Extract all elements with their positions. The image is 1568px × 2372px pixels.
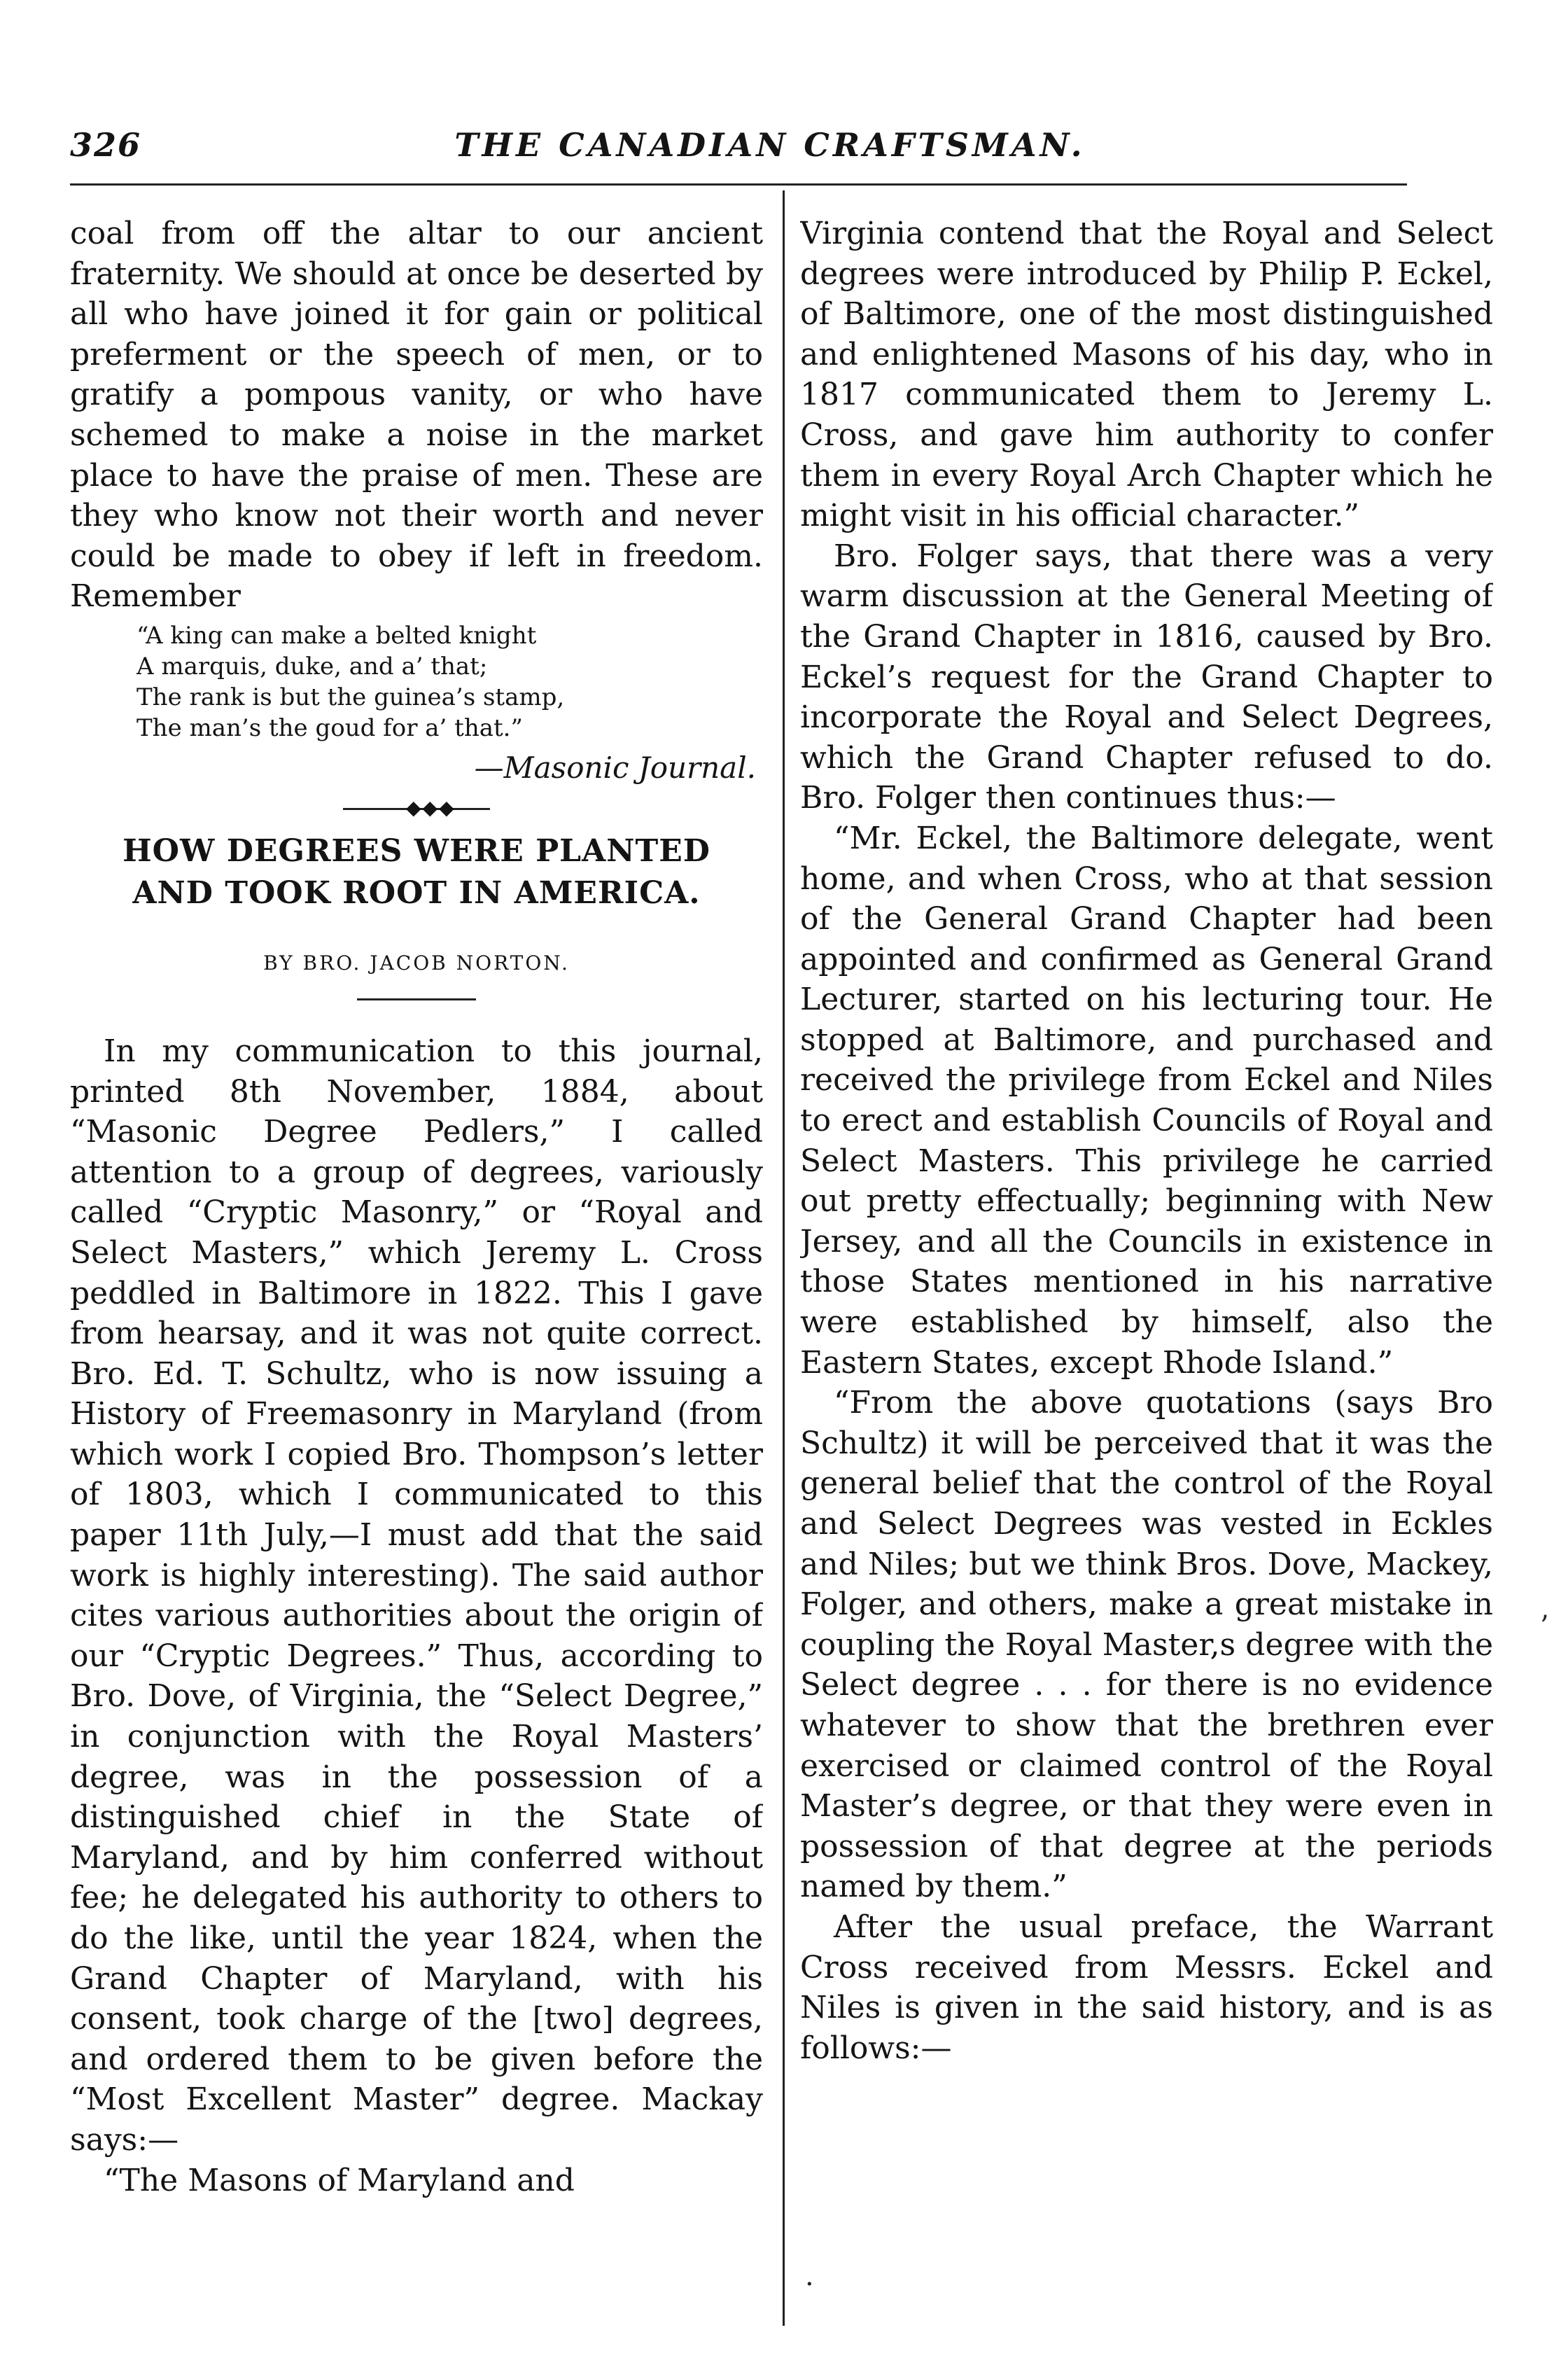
column-divider	[783, 190, 785, 2326]
article-paragraph: After the usual preface, the Warrant Cross received from Messrs. Eckel and Niles is given in the said history, and is as follows:—	[800, 1909, 1493, 2066]
article-paragraph: Virginia contend that the Royal and Select degrees were introduced by Philip P. Eckel, of Baltimore, one of the most distinguished and enlightened Masons of his day, who in 1817 communicated them to Jeremy L. Cross, and gave him authority to confer them in every Royal Arch Chapter which he might visit in his official character.”	[800, 216, 1493, 534]
right-column	[800, 214, 1493, 2314]
article-title	[70, 830, 763, 914]
running-title: THE CANADIAN CRAFTSMAN.	[454, 126, 1086, 164]
poem-attribution: —Masonic Journal.	[474, 750, 756, 785]
page-header	[70, 126, 1470, 175]
poem-line: The rank is but the guinea’s stamp,	[136, 683, 565, 711]
section-ornament	[70, 795, 763, 823]
article-title-line-1: HOW DEGREES WERE PLANTED	[122, 832, 710, 869]
header-rule	[70, 183, 1407, 186]
margin-speck: ’	[1540, 1610, 1549, 1642]
article-title-line-2: AND TOOK ROOT IN AMERICA.	[132, 874, 701, 911]
ornament-diamonds: ◆◆◆	[406, 795, 456, 819]
page-number: 326	[70, 126, 142, 164]
byline-rule	[357, 998, 476, 1000]
article-paragraph: “The Masons of Maryland and	[104, 2162, 575, 2198]
intro-paragraph: coal from off the altar to our ancient fraternity. We should at once be deserted by all who have joined it for gain or political preferment or the speech of men, or to gratify a pompous vanity, or who have schemed to make a noise in the market place to have the praise of men. These are they who know not their worth and never could be made to obey if left in freedom. Remember	[70, 216, 763, 615]
poem-line: “A king can make a belted knight	[136, 621, 537, 650]
article-byline: BY BRO. JACOB NORTON.	[263, 951, 570, 975]
margin-speck: ·	[805, 2268, 814, 2301]
article-paragraph: “From the above quotations (says Bro Schultz) it will be perceived that it was the general belief that the control of the Royal and Select Degrees was vested in Eckles and Niles; but we think Bros. Dove, Mackey, Folger, and others, make a great mistake in coupling the Royal Master,s degree with the Select degree . . . for there is no evidence whatever to show that the brethren ever exercised or claimed control of the Royal Master’s degree, or that they were even in possession of that degree at the periods named by them.”	[800, 1385, 1493, 1905]
poem-line: The man’s the goud for a’ that.”	[136, 713, 523, 742]
poem-line: A marquis, duke, and a’ that;	[136, 652, 488, 681]
article-paragraph: “Mr. Eckel, the Baltimore delegate, went home, and when Cross, who at that session of the General Grand Chapter had been appointed and confirmed as General Grand Lecturer, started on his lecturing tour. He stopped at Baltimore, and purchased and received the privilege from Eckel and Niles to erect and establish Councils of Royal and Select Masters. This privilege he carried out pretty effectually; beginning with New Jersey, and all the Councils in existence in those States mentioned in his narrative were established by himself, also the Eastern States, except Rhode Island.”	[800, 820, 1493, 1381]
article-paragraph: In my communication to this journal, printed 8th November, 1884, about “Masonic Degree Pedlers,” I called attention to a group of degrees, variously called “Cryptic Masonry,” or “Royal and Select Masters,” which Jeremy L. Cross peddled in Baltimore in 1822. This I gave from hearsay, and it was not quite correct. Bro. Ed. T. Schultz, who is now issuing a History of Freemasonry in Maryland (from which work I copied Bro. Thompson’s letter of 1803, which I communicated to this paper 11th July,—I must add that the said work is highly interesting). The said author cites various authorities about the origin of our “Cryptic Degrees.” Thus, according to Bro. Dove, of Virginia, the “Select Degree,” in conjunction with the Royal Masters’ degree, was in the possession of a distinguished chief in the State of Maryland, and by him conferred without fee; he delegated his authority to others to do the like, until the year 1824, when the Grand Chapter of Maryland, with his consent, took charge of the [two] degrees, and ordered them to be given before the “Most Excellent Master” degree. Mackay says:—	[70, 1033, 763, 2158]
article-paragraph: Bro. Folger says, that there was a very warm discussion at the General Meeting of the Grand Chapter in 1816, caused by Bro. Eckel’s request for the Grand Chapter to incorporate the Royal and Select Degrees, which the Grand Chapter refused to do. Bro. Folger then continues thus:—	[800, 538, 1493, 816]
poem-quote	[136, 620, 763, 744]
left-column	[70, 214, 763, 2314]
